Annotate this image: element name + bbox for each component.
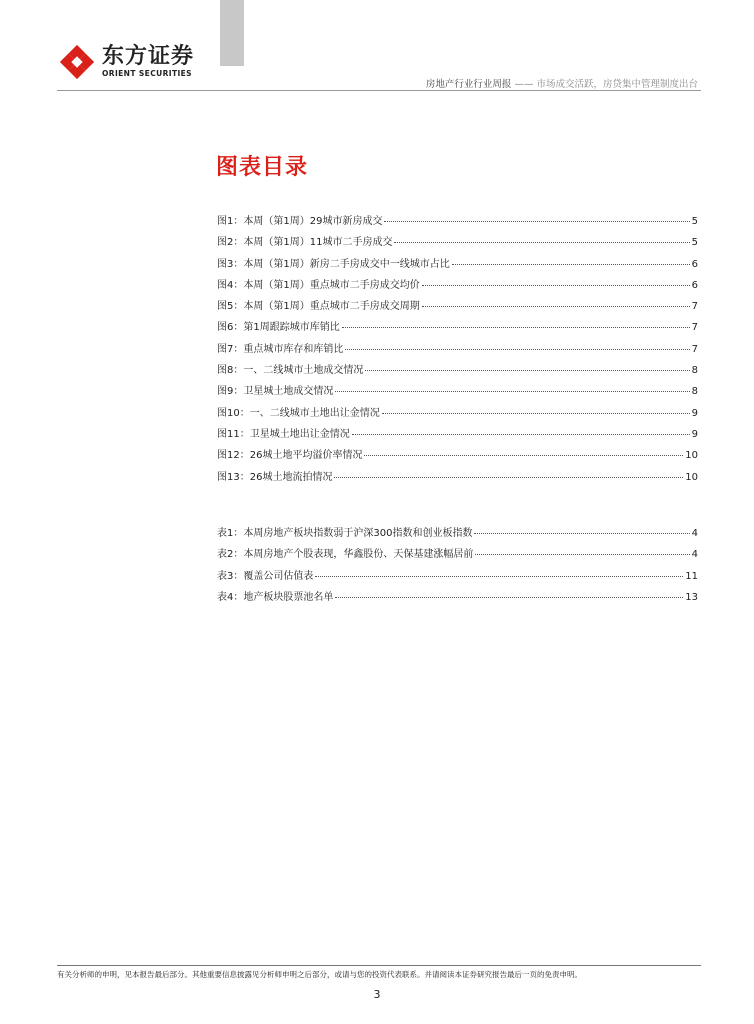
toc-figure-entry-label: 图2：本周（第1周）11城市二手房成交 [217, 237, 393, 249]
toc-figure-entry[interactable] [217, 404, 698, 425]
dot-leader [334, 477, 683, 478]
dot-leader [342, 327, 690, 328]
dot-leader [475, 554, 689, 555]
toc-figure-entry[interactable] [217, 425, 698, 446]
toc-figure-entry[interactable] [217, 340, 698, 361]
figure-list [217, 212, 698, 489]
toc-figure-entry-page: 10 [685, 450, 698, 462]
toc-table-entry[interactable] [217, 545, 698, 566]
dot-leader [335, 597, 683, 598]
dot-leader [452, 264, 690, 265]
toc-figure-entry-page: 9 [691, 428, 698, 440]
footer-disclaimer: 有关分析师的申明，见本报告最后部分。其他重要信息披露见分析师申明之后部分，或请与您的投资代表联系。并请阅读本证券研究报告最后一页的免责申明。 [57, 970, 582, 979]
toc-figure-entry-page: 8 [691, 386, 698, 398]
dot-leader [352, 434, 690, 435]
toc-table-entry[interactable] [217, 567, 698, 588]
header-report-info [426, 76, 698, 90]
toc-table-entry-label: 表3：覆盖公司估值表 [217, 570, 314, 582]
dot-leader [382, 413, 690, 414]
toc-table-entry-label: 表2：本周房地产个股表现，华鑫股份、天保基建涨幅居前 [217, 549, 474, 561]
dot-leader [474, 533, 689, 534]
dot-leader [315, 576, 683, 577]
toc-figure-entry-label: 图13：26城土地流拍情况 [217, 471, 333, 483]
toc-figure-entry-label: 图10：一、二线城市土地出让金情况 [217, 407, 380, 419]
toc-figure-entry[interactable] [217, 361, 698, 382]
table-list [217, 524, 698, 609]
toc-figure-entry-label: 图12：26城土地平均溢价率情况 [217, 450, 363, 462]
report-type: 房地产行业行业周报 [425, 79, 512, 90]
toc-figure-entry-label: 图6：第1周跟踪城市库销比 [217, 322, 340, 334]
toc-figure-entry-page: 5 [691, 216, 698, 227]
toc-figure-entry-page: 5 [691, 237, 698, 249]
orient-securities-logo-icon [58, 43, 96, 81]
toc-table-entry-label: 表1：本周房地产板块指数弱于沪深300指数和创业板指数 [217, 528, 473, 539]
toc-table-entry[interactable] [217, 524, 698, 545]
toc-figure-entry-page: 7 [691, 322, 698, 334]
toc-figure-entry-page: 6 [691, 258, 698, 270]
logo-chinese-name: 东方证券 [102, 44, 195, 69]
toc-figure-entry-page: 9 [691, 407, 698, 419]
toc-figure-entry-label: 图1：本周（第1周）29城市新房成交 [217, 216, 383, 227]
toc-figure-entry[interactable] [217, 255, 698, 276]
page-number: 3 [373, 988, 381, 1001]
header-separator: —— [511, 79, 537, 90]
toc-figure-entry[interactable] [217, 446, 698, 467]
toc-figure-entry-page: 8 [691, 365, 698, 377]
toc-figure-entry[interactable] [217, 318, 698, 339]
dot-leader [364, 455, 683, 456]
toc-figure-entry-page: 10 [685, 471, 698, 483]
dot-leader [394, 242, 689, 243]
toc-figure-entry-label: 图4：本周（第1周）重点城市二手房成交均价 [217, 279, 420, 291]
dot-leader [365, 370, 689, 371]
toc-table-entry-page: 13 [685, 591, 698, 603]
toc-title: 图表目录 [216, 155, 309, 180]
toc-figure-entry-label: 图11：卫星城土地出让金情况 [217, 428, 350, 440]
toc-figure-entry[interactable] [217, 233, 698, 254]
toc-figure-entry-label: 图9：卫星城土地成交情况 [217, 386, 334, 398]
toc-figure-entry-label: 图7：重点城市库存和库销比 [217, 343, 344, 355]
dot-leader [422, 306, 690, 307]
toc-table-entry-page: 11 [685, 570, 698, 582]
toc-figure-entry[interactable] [217, 212, 698, 233]
toc-figure-entry-label: 图8：一、二线城市土地成交情况 [217, 365, 364, 377]
toc-figure-entry[interactable] [217, 468, 698, 489]
toc-figure-entry-page: 7 [691, 301, 698, 313]
header-divider [57, 90, 701, 91]
toc-table-entry-page: 4 [691, 549, 698, 561]
toc-figure-entry[interactable] [217, 276, 698, 297]
toc-figure-entry-page: 6 [691, 279, 698, 291]
toc-table-entry-page: 4 [691, 528, 698, 539]
company-logo [58, 42, 194, 82]
toc-figure-entry-label: 图3：本周（第1周）新房二手房成交中一线城市占比 [217, 258, 450, 270]
dot-leader [335, 391, 689, 392]
toc-table-entry-label: 表4：地产板块股票池名单 [217, 591, 334, 603]
report-subtitle: 市场成交活跃，房贷集中管理制度出台 [536, 79, 698, 90]
toc-figure-entry-label: 图5：本周（第1周）重点城市二手房成交周期 [217, 301, 420, 313]
toc-figure-entry[interactable] [217, 297, 698, 318]
toc-figure-entry[interactable] [217, 382, 698, 403]
header-gray-block [220, 0, 244, 66]
dot-leader [422, 285, 690, 286]
footer-divider [57, 965, 701, 966]
toc-table-entry[interactable] [217, 588, 698, 609]
logo-english-name: ORIENT SECURITIES [102, 69, 192, 78]
toc-figure-entry-page: 7 [691, 343, 698, 355]
dot-leader [384, 221, 689, 222]
dot-leader [345, 349, 689, 350]
